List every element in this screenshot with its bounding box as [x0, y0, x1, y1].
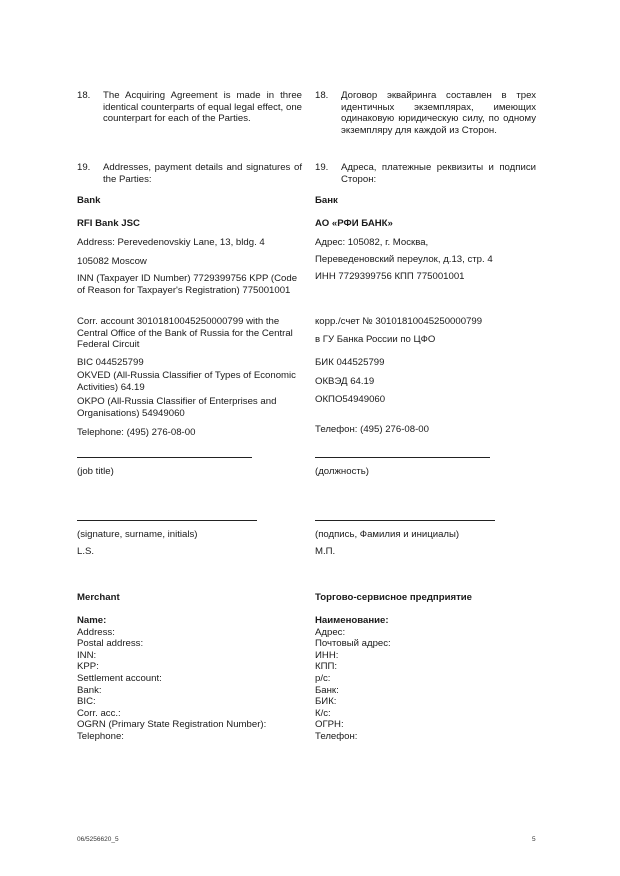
bank-heading-ru: Банк [315, 195, 338, 206]
job-title-line-en [77, 457, 252, 458]
merchant-name-label-ru: Наименование: [315, 615, 389, 626]
bank-address-en: Address: Perevedenovskiy Lane, 13, bldg. 4 [77, 237, 265, 248]
bank-address-ru: Адрес: 105082, г. Москва, [315, 237, 429, 248]
merchant-field-label: Telephone: [77, 730, 124, 742]
clause-19-text-en: Addresses, payment details and signatures of the Parties: [103, 162, 302, 185]
merchant-field-label: BIC: [77, 696, 96, 708]
bank-name-ru: АО «РФИ БАНК» [315, 218, 393, 229]
bank-okpo-ru: ОКПО54949060 [315, 394, 386, 405]
signature-line-ru [315, 520, 495, 521]
page-number: 5 [532, 836, 536, 843]
bank-heading-en: Bank [77, 195, 101, 206]
ls-label-ru: М.П. [315, 546, 336, 557]
clause-18-number-en: 18. [77, 90, 91, 101]
merchant-field-label: OGRN (Primary State Registration Number): [77, 719, 267, 731]
merchant-field-label: БИК: [315, 696, 337, 708]
bank-phone-ru: Телефон: (495) 276-08-00 [315, 424, 429, 435]
job-title-caption-en: (job title) [77, 466, 114, 477]
merchant-field-label: Почтовый адрес: [315, 638, 391, 650]
merchant-field-label: р/с: [315, 672, 331, 684]
merchant-field-label: Address: [77, 626, 115, 638]
merchant-fields-en [77, 615, 302, 743]
bank-bic-ru: БИК 044525799 [315, 357, 385, 368]
merchant-field-label: ИНН: [315, 649, 339, 661]
job-title-line-ru [315, 457, 490, 458]
merchant-field-label: ОГРН: [315, 719, 344, 731]
bank-inn-en: INN (Taxpayer ID Number) 7729399756 KPP (Code of Reason for Taxpayer's Registration) 775001001 [77, 273, 298, 296]
merchant-field-label: KPP: [77, 661, 99, 673]
merchant-field-label: Адрес: [315, 626, 346, 638]
signature-line-en [77, 520, 257, 521]
ls-label-en: L.S. [77, 546, 95, 557]
bank-corr-en: Corr. account 30101810045250000799 with the Central Office of the Bank of Russia for the Central Federal Circuit [77, 316, 293, 351]
clause-18-number-ru: 18. [315, 90, 329, 101]
bank-okpo-en: OKPO (All-Russia Classifier of Enterprises and Organisations) 54949060 [77, 396, 277, 419]
bank-phone-en: Telephone: (495) 276-08-00 [77, 427, 196, 438]
merchant-heading-en: Merchant [77, 592, 120, 603]
merchant-field-label: К/с: [315, 707, 331, 719]
merchant-field-label: Банк: [315, 684, 339, 696]
clause-18-text-en: The Acquiring Agreement is made in three identical counterparts of equal legal effect, one counterpart for each of the Parties. [103, 90, 302, 125]
bank-city-en: 105082 Moscow [77, 256, 147, 267]
merchant-field-label: Corr. acc.: [77, 707, 121, 719]
clause-19-number-ru: 19. [315, 162, 329, 173]
bank-corr-ru: корр./счет № 30101810045250000799 [315, 316, 483, 327]
bank-street-ru: Переведеновский переулок, д.13, стр. 4 [315, 254, 493, 265]
merchant-heading-ru: Торгово-сервисное предприятие [315, 592, 473, 603]
signature-caption-ru: (подпись, Фамилия и инициалы) [315, 529, 460, 540]
bank-inn-ru: ИНН 7729399756 КПП 775001001 [315, 271, 465, 282]
clause-19-number-en: 19. [77, 162, 91, 173]
merchant-field-label: Postal address: [77, 638, 144, 650]
merchant-name-label-en: Name: [77, 615, 107, 626]
bank-corr2-ru: в ГУ Банка России по ЦФО [315, 334, 436, 345]
merchant-field-label: INN: [77, 649, 97, 661]
signature-caption-en: (signature, surname, initials) [77, 529, 198, 540]
merchant-field-label: Settlement account: [77, 672, 162, 684]
bank-okved-ru: ОКВЭД 64.19 [315, 376, 375, 387]
job-title-caption-ru: (должность) [315, 466, 369, 477]
bank-okved-en: OKVED (All-Russia Classifier of Types of Economic Activities) 64.19 [77, 370, 296, 393]
bank-bic-en: BIC 044525799 [77, 357, 144, 368]
footer-doc-id: 06/5256620_5 [77, 836, 119, 843]
merchant-field-label: Bank: [77, 684, 102, 696]
clause-18-text-ru: Договор эквайринга составлен в трех идентичных экземплярах, имеющих одинаковую юридическую силу, по одному экземпляру для каждой из Сторон. [341, 90, 536, 136]
bank-name-en: RFI Bank JSC [77, 218, 140, 229]
merchant-field-label: КПП: [315, 661, 338, 673]
clause-19-text-ru: Адреса, платежные реквизиты и подписи Сторон: [341, 162, 536, 185]
merchant-fields-ru [315, 615, 536, 743]
merchant-field-label: Телефон: [315, 730, 358, 742]
